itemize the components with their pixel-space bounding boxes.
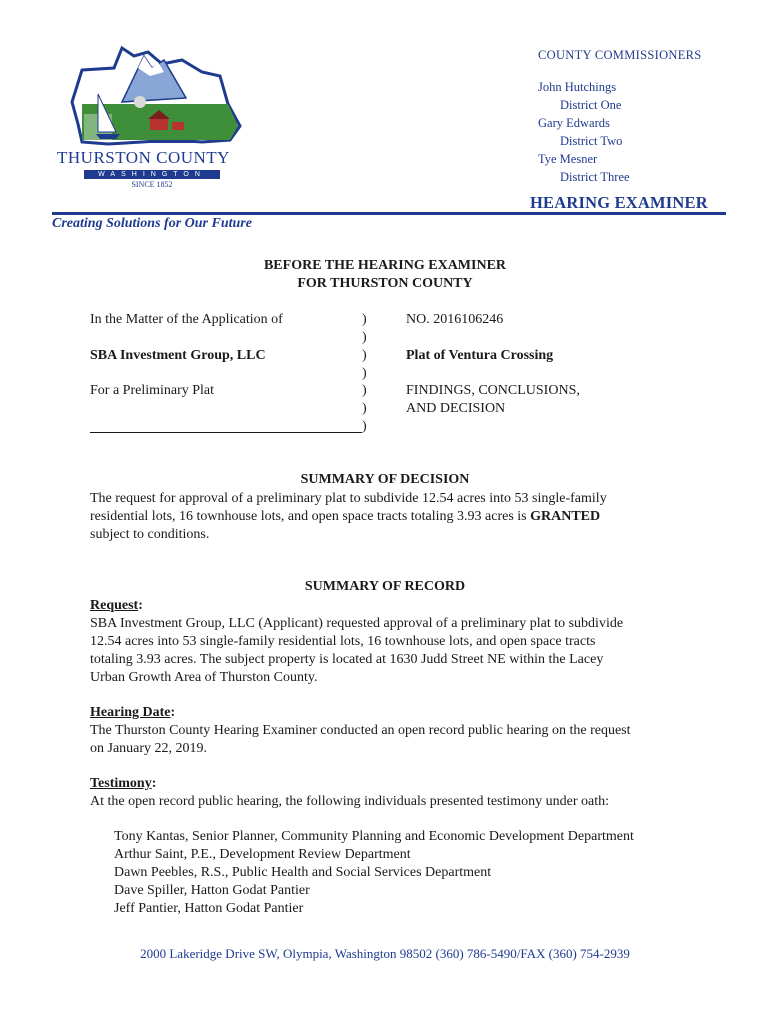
caption-paren: ): [362, 312, 367, 327]
witness-item: Arthur Saint, P.E., Development Review Department: [114, 847, 411, 862]
request-label: Request: [90, 598, 139, 613]
caption-paren: ): [362, 383, 367, 398]
caption-paren: ): [362, 419, 367, 434]
witness-item: Jeff Pantier, Hatton Godat Pantier: [114, 901, 304, 916]
header-divider: [52, 212, 726, 215]
caption-title-line2: FOR THURSTON COUNTY: [297, 276, 473, 291]
summary-decision-line: [90, 508, 690, 526]
request-line: SBA Investment Group, LLC (Applicant) requested approval of a preliminary plat to subdivide: [90, 616, 624, 631]
summary-decision-line2: residential lots, 16 townhouse lots, and open space tracts totaling 3.93 acres is: [90, 509, 531, 524]
request-line: 12.54 acres into 53 single-family residential lots, 16 townhouse lots, and open space tracts: [90, 634, 596, 649]
county-name: THURSTON COUNTY: [57, 148, 230, 167]
witness-item: Dawn Peebles, R.S., Public Health and Social Services Department: [114, 865, 492, 880]
caption-matter: In the Matter of the Application of: [90, 312, 283, 327]
caption-applicant: SBA Investment Group, LLC: [90, 348, 266, 363]
summary-record-heading: SUMMARY OF RECORD: [304, 579, 466, 594]
since-year: SINCE 1852: [131, 180, 173, 189]
footer-address: 2000 Lakeridge Drive SW, Olympia, Washington 98502 (360) 786-5490/FAX (360) 754-2939: [140, 946, 630, 961]
caption-underline: [90, 432, 362, 433]
request-heading: Request:: [90, 598, 143, 613]
testimony-label: Testimony: [90, 776, 152, 791]
office-title: HEARING EXAMINER: [530, 193, 708, 212]
hearing-section: [90, 704, 710, 758]
decision-granted: GRANTED: [530, 509, 601, 524]
summary-decision-line: subject to conditions.: [90, 527, 210, 542]
request-section: [90, 597, 710, 687]
document-type-line2: AND DECISION: [406, 401, 506, 416]
testimony-section: [90, 775, 710, 811]
commissioner-name: John Hutchings: [538, 80, 617, 94]
summary-decision-text: [90, 490, 690, 544]
witness-list: [114, 828, 634, 918]
testimony-intro: At the open record public hearing, the following individuals presented testimony under oath:: [90, 794, 610, 809]
commissioner-district: District One: [560, 98, 622, 112]
caption-title-line1: BEFORE THE HEARING EXAMINER: [263, 258, 507, 273]
commissioner-name: Gary Edwards: [538, 116, 610, 130]
summary-decision-heading: SUMMARY OF DECISION: [300, 472, 470, 487]
hearing-heading: Hearing Date:: [90, 705, 176, 720]
witness-item: Tony Kantas, Senior Planner, Community Planning and Economic Development Department: [114, 829, 634, 844]
request-line: totaling 3.93 acres. The subject property is located at 1630 Judd Street NE within the Lacey: [90, 652, 604, 667]
summary-decision-line: The request for approval of a preliminary plat to subdivide 12.54 acres into 53 single-family: [90, 491, 607, 506]
witness-item: Dave Spiller, Hatton Godat Pantier: [114, 883, 310, 898]
request-line: Urban Growth Area of Thurston County.: [90, 670, 318, 685]
caption-paren: ): [362, 330, 367, 345]
hearing-label: Hearing Date: [90, 705, 171, 720]
caption-paren: ): [362, 348, 367, 363]
hearing-line: on January 22, 2019.: [90, 741, 208, 756]
caption-paren: ): [362, 366, 367, 381]
state-banner: WASHINGTON: [84, 170, 220, 179]
case-number: NO. 2016106246: [406, 312, 504, 327]
testimony-heading: Testimony:: [90, 776, 157, 791]
caption-purpose: For a Preliminary Plat: [90, 383, 215, 398]
commissioners-heading: COUNTY COMMISSIONERS: [538, 48, 702, 62]
commissioners-block: [538, 46, 702, 186]
commissioner-district: District Three: [560, 170, 630, 184]
commissioner-name: Tye Mesner: [538, 152, 598, 166]
motto: Creating Solutions for Our Future: [52, 216, 252, 231]
project-name: Plat of Ventura Crossing: [406, 348, 554, 363]
commissioner-district: District Two: [560, 134, 623, 148]
hearing-line: The Thurston County Hearing Examiner conducted an open record public hearing on the request: [90, 723, 631, 738]
caption-paren: ): [362, 401, 367, 416]
document-type-line1: FINDINGS, CONCLUSIONS,: [406, 383, 580, 398]
